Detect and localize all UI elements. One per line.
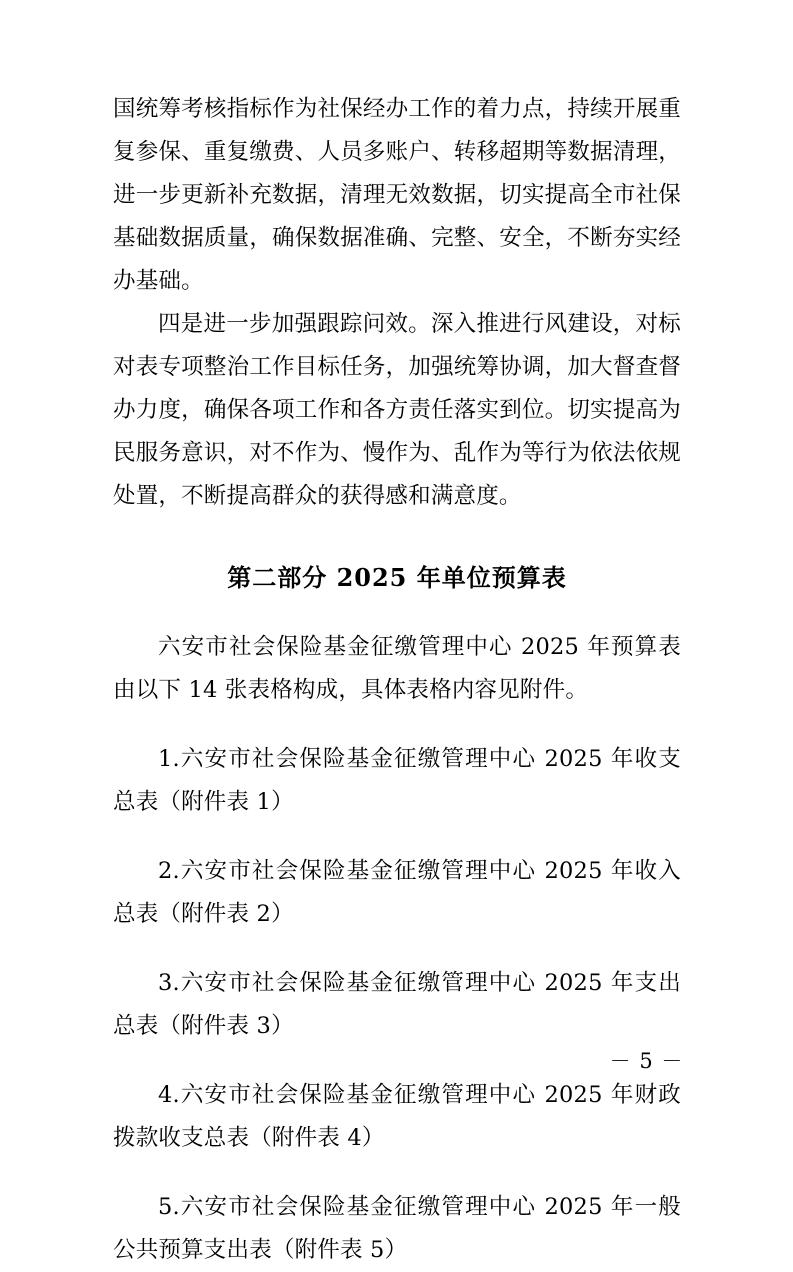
list-item: 4.六安市社会保险基金征缴管理中心 2025 年财政拨款收支总表（附件表 4） <box>113 1082 681 1151</box>
section-title: 第二部分 2025 年单位预算表 <box>227 563 567 592</box>
list-item: 5.六安市社会保险基金征缴管理中心 2025 年一般公共预算支出表（附件表 5） <box>113 1194 681 1263</box>
list-item: 1.六安市社会保险基金征缴管理中心 2025 年收支总表（附件表 1） <box>113 746 681 815</box>
page-number-value: － 5 － <box>609 1049 684 1073</box>
paragraph-continuation: 国统筹考核指标作为社保经办工作的着力点，持续开展重复参保、重复缴费、人员多账户、转移超期等数据清理，进一步更新补充数据，清理无效数据，切实提高全市社保基础数据质量，确保数据准确、完整、安全，不断夯实经办基础。 <box>113 96 681 294</box>
paragraph-item-four: 四是进一步加强跟踪问效。深入推进行风建设，对标对表专项整治工作目标任务，加强统筹协调，加大督查督办力度，确保各项工作和各方责任落实到位。切实提高为民服务意识，对不作为、慢作为、乱作为等行为依法依规处置，不断提高群众的获得感和满意度。 <box>113 311 681 509</box>
list-item: 3.六安市社会保险基金征缴管理中心 2025 年支出总表（附件表 3） <box>113 970 681 1039</box>
page-number-footer <box>0 1045 793 1075</box>
intro-paragraph: 六安市社会保险基金征缴管理中心 2025 年预算表由以下 14 张表格构成，具体表格内容见附件。 <box>113 634 681 703</box>
page-content <box>113 88 681 1272</box>
list-item: 2.六安市社会保险基金征缴管理中心 2025 年收入总表（附件表 2） <box>113 858 681 927</box>
